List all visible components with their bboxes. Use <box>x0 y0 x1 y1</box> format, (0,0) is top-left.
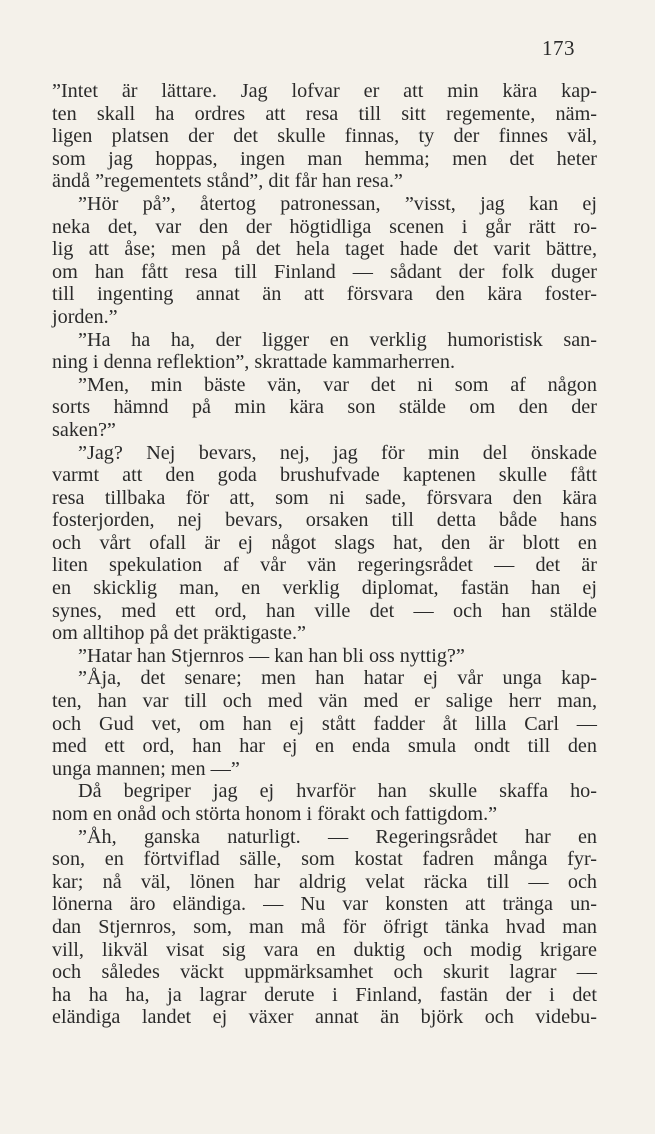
text-line: jorden.” <box>52 305 118 328</box>
text-line: vill, likväl visat sig vara en duktig och modig krigare <box>52 938 597 961</box>
text-line: dan Stjernros, som, man må för öfrigt tänka hvad man <box>52 915 597 938</box>
text-line: och således väckt uppmärksamhet och skurit lagrar — <box>52 961 597 984</box>
text-line: son, en förtviflad sälle, som kostat fadren många fyr- <box>52 848 597 871</box>
text-line: ”Jag? Nej bevars, nej, jag för min del önskade <box>78 441 597 464</box>
text-line: sorts hämnd på min kära son stälde om den der <box>52 396 597 419</box>
text-line: fosterjorden, nej bevars, orsaken till detta både hans <box>52 509 597 532</box>
body-text <box>52 80 597 1029</box>
text-line: varmt att den goda brushufvade kaptenen skulle fått <box>52 464 597 487</box>
page-number: 173 <box>542 36 575 60</box>
text-line: ”Intet är lättare. Jag lofvar er att min kära kap- <box>52 80 597 102</box>
text-line: unga mannen; men —” <box>52 757 240 780</box>
text-line: om alltihop på det präktigaste.” <box>52 622 306 645</box>
text-line: ändå ”regementets stånd”, dit får han resa.” <box>52 170 403 193</box>
text-line: ning i denna reflektion”, skrattade kammarherren. <box>52 351 456 374</box>
text-line: lönerna äro eländiga. — Nu var konsten att tränga un- <box>52 893 597 916</box>
text-line: ”Men, min bäste vän, var det ni som af någon <box>78 373 597 396</box>
text-line: liten spekulation af vår vän regeringsrådet — det är <box>52 554 597 577</box>
text-line: ”Hatar han Stjernros — kan han bli oss nyttig?” <box>78 644 465 667</box>
text-line: kar; nå väl, lönen har aldrig velat räcka till — och <box>52 870 597 893</box>
text-line: som jag hoppas, ingen man hemma; men det heter <box>52 147 597 170</box>
text-line: ”Hör på”, återtog patronessan, ”visst, jag kan ej <box>78 192 597 215</box>
text-line: ten, han var till och med vän med er salige herr man, <box>52 690 597 713</box>
text-line: ten skall ha ordres att resa till sitt regemente, näm- <box>52 102 597 125</box>
text-line: neka det, var den der högtidliga scenen i går rätt ro- <box>52 215 597 238</box>
text-line: lig att åse; men på det hela taget hade det varit bättre, <box>52 238 597 261</box>
text-line: nom en onåd och störta honom i förakt och fattigdom.” <box>52 803 498 825</box>
text-line: Då begriper jag ej hvarför han skulle skaffa ho- <box>78 780 597 803</box>
text-line: eländiga landet ej växer annat än björk och videbu- <box>52 1006 597 1029</box>
text-line: en skicklig man, en verklig diplomat, fastän han ej <box>52 577 597 600</box>
text-line: och vårt ofall är ej något slags hat, den är blott en <box>52 531 597 554</box>
text-line: resa tillbaka för att, som ni sade, försvara den kära <box>52 486 597 509</box>
text-line: ha ha ha, ja lagrar derute i Finland, fastän der i det <box>52 983 597 1006</box>
text-line: med ett ord, han har ej en enda smula ondt till den <box>52 735 597 758</box>
text-line: om han fått resa till Finland — sådant der folk duger <box>52 260 597 283</box>
text-line: och Gud vet, om han ej stått fadder åt lilla Carl — <box>52 712 597 735</box>
text-line: ”Åh, ganska naturligt. — Regeringsrådet har en <box>78 825 597 848</box>
text-line: ”Åja, det senare; men han hatar ej vår unga kap- <box>78 667 597 690</box>
text-line: synes, med ett ord, han ville det — och han stälde <box>52 599 597 622</box>
text-line: saken?” <box>52 418 116 441</box>
text-line: ”Ha ha ha, der ligger en verklig humoristisk san- <box>78 328 597 351</box>
text-line: till ingenting annat än att försvara den kära foster- <box>52 283 597 306</box>
text-line: ligen platsen der det skulle finnas, ty der finnes väl, <box>52 125 597 148</box>
